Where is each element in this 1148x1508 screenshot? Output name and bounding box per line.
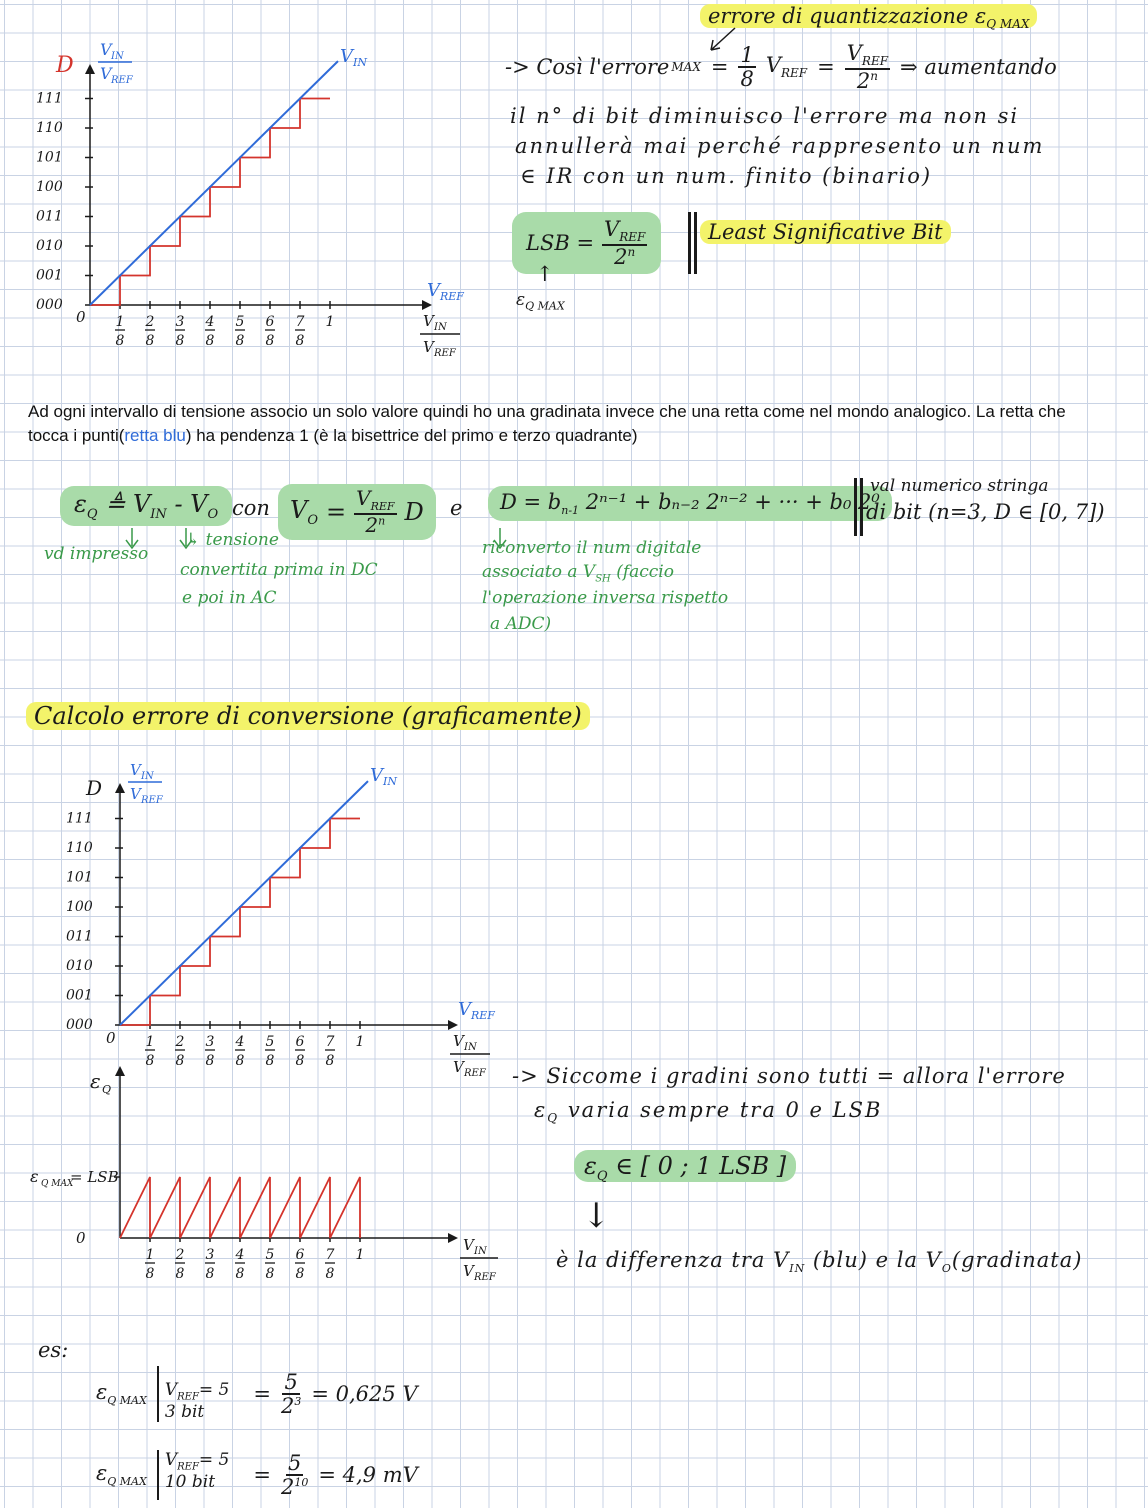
svg-text:8: 8 [265,333,275,349]
formula-side-note-2: di bit (n=3, D ∈ [0, 7]) [866,500,1105,524]
paragraph-text-before: Ad ogni intervallo di tensione associo un solo valore quindi ho una gradinata invece che una retta come nel mondo analogico. La retta che tocca i punti( [28,402,1066,445]
graph1-vref-label [427,280,464,303]
paragraph-text-after: ) ha pendenza 1 (è la bisettrice del primo e terzo quadrante) [185,426,638,445]
svg-text:8: 8 [235,1266,245,1282]
graph3-xlabel-4 [235,1247,245,1282]
note1-line4: ∈ IR con un num. finito (binario) [520,164,933,188]
note2-arrow: ↓ [582,1196,611,1236]
graph2-code-011: 011 [66,928,93,945]
svg-text:IN: IN [434,322,447,333]
svg-text:= LSB: = LSB [70,1168,119,1186]
note2-line2: $\varepsilon_Q$ varia sempre tra 0 e LSB [534,1098,883,1126]
error-sawtooth-graph [20,1060,510,1290]
note-v-impresso: vd impresso [44,544,149,564]
graph1-y-fraction [98,40,134,86]
svg-text:ε: ε [30,1167,39,1186]
note1-line1 [505,42,1057,92]
note1-line1-d: = [817,54,835,79]
graph3-xlabel-3 [205,1247,215,1282]
formula-e: e [450,496,463,520]
graph1-xlabel-2 [145,314,155,349]
example-1-lhs: $\varepsilon_{Q MAX}$ [96,1380,147,1408]
graph1-code-labels [36,91,93,314]
graph2-code-101: 101 [66,869,93,886]
formula-side-note-1: val numerico stringa [870,476,1049,496]
svg-text:4: 4 [235,1247,245,1263]
svg-text:V: V [130,785,141,803]
graph3-max-label [30,1167,119,1189]
svg-text:8: 8 [265,1266,275,1282]
svg-text:7: 7 [295,314,305,330]
staircase-graph-1 [20,30,490,365]
example-2-condition: $V_{REF}= 5$ 10 bit [157,1450,230,1500]
staircase-graph-2 [50,755,500,1085]
graph2-vref-label [458,999,495,1022]
svg-text:3: 3 [205,1034,215,1050]
svg-text:1: 1 [145,1247,155,1263]
graph3-y-label [90,1069,111,1096]
graph1-x-tick-labels [115,314,334,349]
example-2-result: = 4,9 mV [318,1463,418,1487]
note1-fraction-1-8: $\frac{1}{8}$ [740,42,754,91]
svg-text:3: 3 [205,1247,215,1263]
lsb-separator [688,212,691,274]
formula-separator [854,478,857,536]
svg-text:8: 8 [265,1053,275,1069]
lsb-formula: LSB = $\frac{V_{REF}}{2^n}$ [512,212,661,274]
graph2-y-label: D [86,776,103,800]
note1-line2: il n° di bit diminuisco l'errore ma non si [510,104,1020,128]
svg-text:8: 8 [175,333,185,349]
graph1-line-label [340,46,367,69]
svg-text:7: 7 [325,1034,335,1050]
graph2-code-111: 111 [66,810,93,827]
svg-text:V: V [423,312,434,330]
svg-text:REF: REF [141,795,163,806]
note2-line1: -> Siccome i gradini sono tutti = allora l'errore [512,1064,1066,1088]
svg-text:V: V [427,280,440,301]
graph3-xlabel-6 [295,1247,305,1282]
svg-text:Q MAX: Q MAX [41,1179,74,1189]
graph1-vin-line [90,61,338,305]
svg-text:8: 8 [235,333,245,349]
svg-text:1: 1 [145,1034,155,1050]
graph1-xlabel-7 [295,314,305,349]
svg-text:4: 4 [205,314,215,330]
svg-text:6: 6 [265,314,275,330]
graph1-origin: 0 [76,308,86,326]
svg-text:1: 1 [325,314,335,330]
svg-text:IN: IN [111,51,124,62]
svg-text:V: V [463,1262,474,1280]
graph1-code-010: 010 [36,238,63,254]
svg-text:8: 8 [205,1053,215,1069]
lsb-definition: Least Significative Bit [700,220,951,244]
svg-text:V: V [100,64,112,83]
note1-line1-c: V [765,53,782,78]
graph1-y-label: D [56,53,74,78]
svg-text:8: 8 [325,1053,335,1069]
graph3-xlabel-5 [265,1247,275,1282]
paragraph-link-blue-line: retta blu [124,426,186,445]
graph1-xlabel-1 [115,314,125,349]
graph1-xlabel-3 [175,314,185,349]
svg-text:REF: REF [474,1272,496,1283]
graph3-xlabel-7 [325,1247,335,1282]
svg-text:REF: REF [111,75,133,86]
svg-text:V: V [458,999,471,1020]
d-definition: $D = b_{n-1}$ 2ⁿ⁻¹ + bₙ₋₂ 2ⁿ⁻² + ··· + b₀ 2⁰ [488,486,892,521]
graph2-xlabel-8 [356,1034,365,1050]
svg-text:V: V [100,40,112,59]
graph3-sawtooth [120,1177,360,1238]
graph1-staircase [90,99,330,306]
svg-text:V: V [423,338,434,356]
graph3-xlabel-2 [175,1247,185,1282]
svg-text:IN: IN [353,56,367,69]
vo-definition: $V_O$ = $\frac{V_{REF}}{2^n}$ D [278,484,436,540]
graph1-code-110: 110 [36,120,63,136]
svg-text:IN: IN [141,771,154,782]
note1-line3: annullerà mai perché rappresento un num [515,134,1045,158]
svg-text:IN: IN [464,1042,477,1053]
note-riconverto-3: l'operazione inversa rispetto [482,588,729,608]
example-2 [96,1450,418,1500]
graph2-staircase [120,819,360,1026]
graph1-xlabel-8 [326,314,335,330]
graph1-code-011: 011 [36,208,63,225]
svg-text:REF: REF [471,1009,495,1022]
example-label: es: [38,1338,69,1362]
graph2-code-001: 001 [66,987,93,1004]
note1-line1-sub: MAX [671,59,701,74]
svg-text:V: V [370,765,383,786]
note1-fraction-vref-2n: $\frac{V_{REF}}{2^n}$ [846,41,889,93]
example-2-lhs: $\varepsilon_{Q MAX}$ [96,1461,147,1489]
quantization-error-highlight [700,4,1037,31]
graph2-x-arrow [448,1020,458,1030]
graph1-code-001: 001 [36,267,63,284]
graph3-xlabel-1 [145,1247,155,1282]
svg-text:V: V [130,761,141,779]
svg-text:8: 8 [325,1266,335,1282]
svg-text:2: 2 [145,314,155,330]
svg-text:8: 8 [295,333,305,349]
svg-text:V: V [340,46,353,67]
svg-text:REF: REF [464,1068,486,1079]
graph2-code-010: 010 [66,958,93,974]
lsb-eq-max: $\varepsilon_{Q MAX}$ [516,290,565,313]
graph2-y-fraction [128,761,164,806]
svg-text:4: 4 [235,1034,245,1050]
highlight-sub: Q MAX [986,17,1030,32]
svg-text:1: 1 [355,1247,365,1263]
svg-text:ε: ε [90,1069,101,1093]
svg-text:V: V [453,1058,464,1076]
lsb-arrow: ↑ [536,262,554,286]
svg-text:6: 6 [295,1034,305,1050]
example-2-fraction: $\frac{5}{2^{10}}$ [280,1450,309,1499]
svg-text:8: 8 [145,333,155,349]
graph3-origin: 0 [76,1229,86,1247]
note-riconverto-4: a ADC) [490,614,552,634]
note2-line3: è la differenza tra $V_{IN}$ (blu) e la $V_O(gradinata)$ [556,1248,1083,1276]
note-tensione-2: convertita prima in DC [180,560,378,580]
graph2-vin-line [120,781,368,1025]
graph2-line-label [370,765,397,788]
note1-line1-b: = [710,54,729,79]
graph3-x-arrow [448,1233,458,1243]
svg-text:8: 8 [175,1053,185,1069]
svg-text:8: 8 [175,1266,185,1282]
svg-text:V: V [453,1032,464,1050]
svg-text:V: V [463,1236,474,1254]
graph3-x-tick-labels [145,1247,364,1282]
formula-con: con [232,496,270,520]
graph2-code-labels [66,811,123,1034]
svg-text:2: 2 [175,1247,185,1263]
graph1-xlabel-4 [205,314,215,349]
svg-text:8: 8 [115,333,125,349]
graph2-origin: 0 [106,1029,116,1047]
error-definition: $\varepsilon_Q$ ≜ $V_{IN} - V_O$ [60,486,232,526]
graph1-code-111: 111 [36,90,63,107]
example-1-eq: = [253,1382,271,1406]
graph2-y-arrow [115,783,125,793]
svg-text:IN: IN [474,1246,487,1257]
svg-text:5: 5 [265,1247,275,1263]
svg-text:8: 8 [235,1053,245,1069]
graph1-x-fraction [420,312,460,359]
svg-text:3: 3 [175,314,185,330]
highlight-text: errore di quantizzazione ε [708,4,987,28]
svg-text:IN: IN [383,775,397,788]
note1-line1-c-sub: REF [781,66,808,81]
formula-separator-2 [860,478,863,536]
example-1-condition: $V_{REF}= 5$ 3 bit [157,1366,230,1422]
example-1 [96,1366,418,1422]
note-riconverto-1: riconverto il num digitale [482,538,702,558]
note-tensione-1: ↳ tensione [186,530,279,550]
svg-text:8: 8 [205,1266,215,1282]
graph1-xlabel-5 [235,314,245,349]
lsb-separator-2 [694,212,697,274]
graph1-y-arrow [85,64,95,74]
svg-text:6: 6 [295,1247,305,1263]
graph2-code-110: 110 [66,840,93,856]
graph3-y-arrow [115,1066,125,1076]
svg-text:REF: REF [434,348,456,359]
svg-text:2: 2 [175,1034,185,1050]
svg-text:8: 8 [295,1266,305,1282]
svg-text:8: 8 [205,333,215,349]
svg-text:1: 1 [355,1034,365,1050]
lsb-label: LSB = [526,230,595,255]
svg-text:7: 7 [325,1247,335,1263]
graph1-code-100: 100 [36,179,63,195]
section-title-conversion-error: Calcolo errore di conversione (graficamente) [26,702,590,730]
graph1-code-000: 000 [36,297,63,313]
example-2-eq: = [253,1463,271,1487]
note-riconverto-2: associato a $V_{SH}$ (faccio [482,562,674,585]
svg-text:Q: Q [102,1083,112,1096]
graph3-xlabel-8 [356,1247,365,1263]
svg-text:1: 1 [115,314,125,330]
svg-text:5: 5 [235,314,245,330]
explanation-paragraph [28,400,1108,448]
example-1-result: = 0,625 V [311,1382,418,1406]
graph1-xlabel-6 [265,314,275,349]
graph2-code-100: 100 [66,899,93,915]
graph1-code-101: 101 [36,149,63,166]
svg-text:8: 8 [145,1053,155,1069]
note1-line1-e: ⇒ aumentando [900,54,1057,79]
graph3-x-fraction [460,1236,498,1283]
svg-text:5: 5 [265,1034,275,1050]
note1-line1-a: -> Così l'errore [505,54,670,79]
note-tensione-3: e poi in AC [182,588,277,608]
graph2-code-000: 000 [66,1017,93,1033]
svg-text:8: 8 [295,1053,305,1069]
example-1-fraction: $\frac{5}{2^3}$ [280,1369,302,1418]
note2-range: $\varepsilon_Q$ ∈ [ 0 ; 1 LSB ] [574,1152,796,1184]
svg-text:REF: REF [440,290,464,303]
graph1-x-arrow [422,300,432,310]
svg-text:8: 8 [145,1266,155,1282]
